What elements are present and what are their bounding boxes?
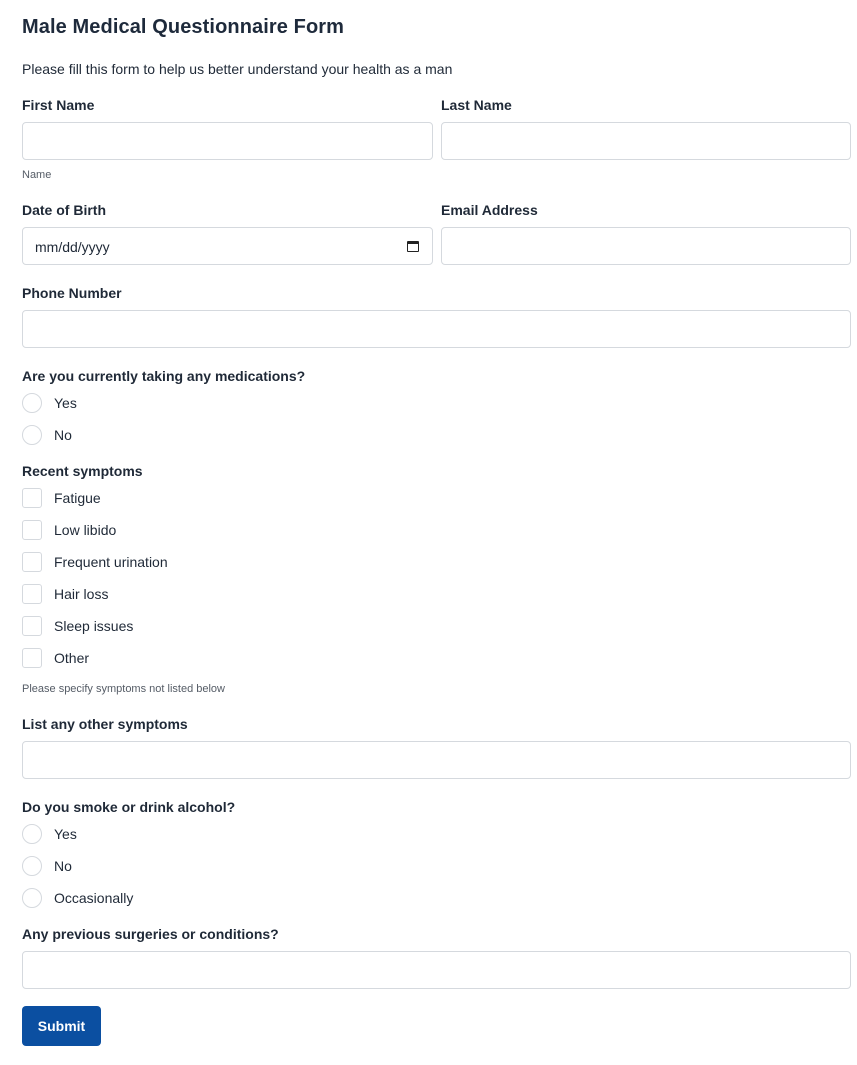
symptoms-question: Recent symptoms — [22, 463, 143, 479]
checkbox[interactable] — [22, 488, 42, 508]
symptom-option-other[interactable] — [22, 648, 89, 668]
symptoms-hint: Please specify symptoms not listed below — [22, 683, 225, 695]
smoke-drink-option-occasionally[interactable] — [22, 888, 133, 908]
medications-option-yes[interactable] — [22, 393, 77, 413]
other-symptoms-label: List any other symptoms — [22, 716, 188, 732]
radio-button[interactable] — [22, 856, 42, 876]
other-symptoms-input[interactable] — [22, 741, 851, 779]
dob-label: Date of Birth — [22, 202, 106, 218]
smoke-drink-option-yes[interactable] — [22, 824, 77, 844]
checkbox[interactable] — [22, 520, 42, 540]
radio-button[interactable] — [22, 425, 42, 445]
submit-button[interactable]: Submit — [22, 1006, 101, 1046]
option-label: Hair loss — [54, 586, 109, 602]
option-label: Frequent urination — [54, 554, 168, 570]
checkbox[interactable] — [22, 648, 42, 668]
dob-placeholder: mm/dd/yyyy — [35, 239, 110, 255]
checkbox[interactable] — [22, 584, 42, 604]
option-label: Other — [54, 650, 90, 666]
surgeries-input[interactable] — [22, 951, 851, 989]
symptom-option-low-libido[interactable] — [22, 520, 116, 540]
form-title: Male Medical Questionnaire Form — [22, 16, 345, 38]
symptom-option-sleep-issues[interactable] — [22, 616, 133, 636]
symptom-option-frequent-urination[interactable] — [22, 552, 168, 572]
option-label: No — [54, 858, 72, 874]
last-name-input[interactable] — [441, 122, 851, 160]
option-label: Fatigue — [54, 490, 101, 506]
email-input[interactable] — [441, 227, 851, 265]
first-name-label: First Name — [22, 97, 95, 113]
email-label: Email Address — [441, 202, 538, 218]
smoke-drink-option-no[interactable] — [22, 856, 72, 876]
medications-question: Are you currently taking any medications? — [22, 368, 306, 384]
checkbox[interactable] — [22, 616, 42, 636]
calendar-icon[interactable] — [407, 241, 419, 252]
surgeries-label: Any previous surgeries or conditions? — [22, 926, 279, 942]
form-subtitle: Please fill this form to help us better understand your health as a man — [22, 61, 453, 77]
option-label: Yes — [54, 395, 77, 411]
symptom-option-fatigue[interactable] — [22, 488, 101, 508]
option-label: Occasionally — [54, 890, 134, 906]
first-name-input[interactable] — [22, 122, 433, 160]
option-label: Yes — [54, 826, 77, 842]
smoke-drink-question: Do you smoke or drink alcohol? — [22, 799, 236, 815]
option-label: Sleep issues — [54, 618, 134, 634]
option-label: No — [54, 427, 72, 443]
phone-input[interactable] — [22, 310, 851, 348]
phone-label: Phone Number — [22, 285, 122, 301]
radio-button[interactable] — [22, 393, 42, 413]
name-hint: Name — [22, 169, 52, 181]
radio-button[interactable] — [22, 824, 42, 844]
option-label: Low libido — [54, 522, 117, 538]
radio-button[interactable] — [22, 888, 42, 908]
last-name-label: Last Name — [441, 97, 512, 113]
symptom-option-hair-loss[interactable] — [22, 584, 108, 604]
medications-option-no[interactable] — [22, 425, 72, 445]
dob-input[interactable] — [22, 227, 433, 265]
checkbox[interactable] — [22, 552, 42, 572]
